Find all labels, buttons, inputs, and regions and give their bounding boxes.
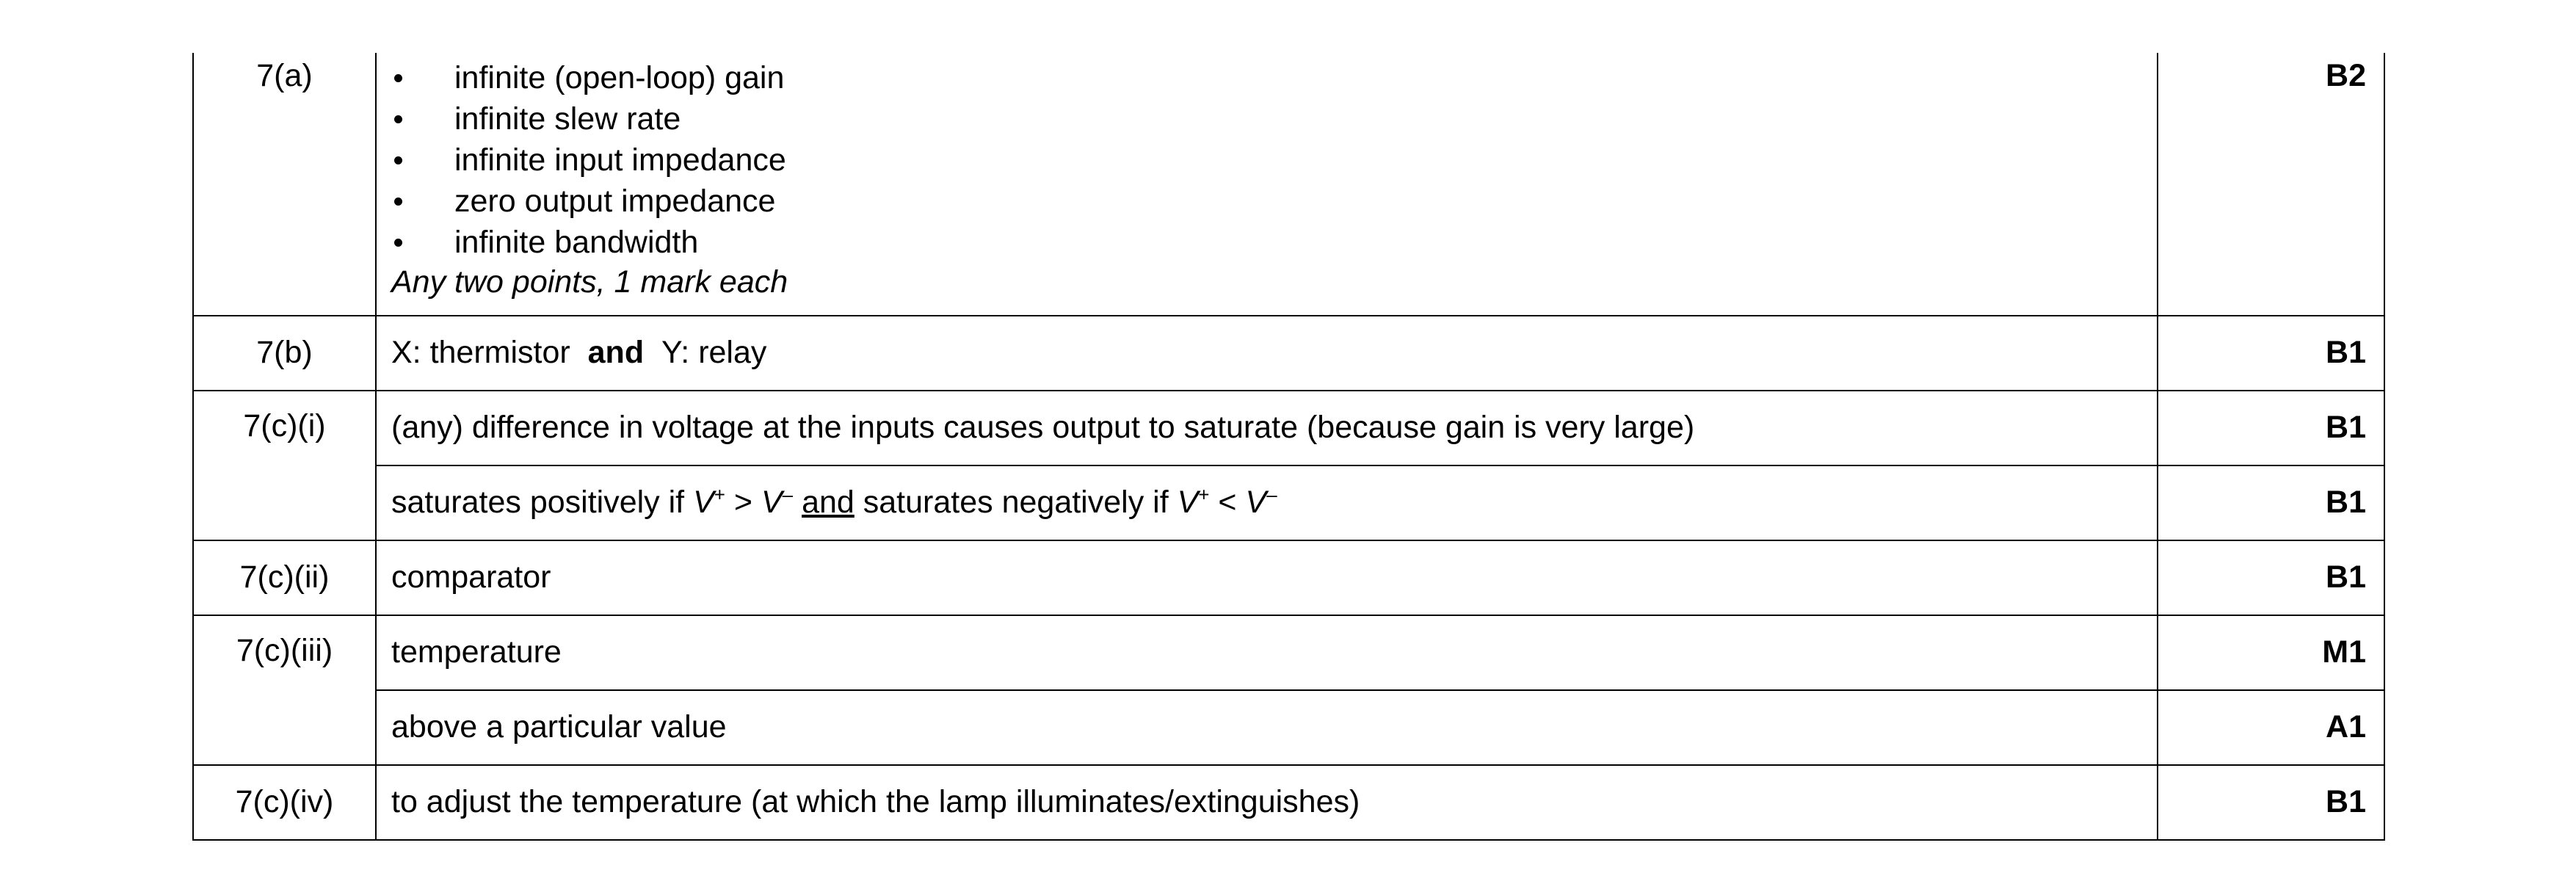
question-number: 7(c)(iii) bbox=[193, 615, 376, 765]
voltage-symbol: V bbox=[761, 485, 783, 521]
superscript: – bbox=[782, 483, 794, 506]
bullet-item: infinite (open-loop) gain bbox=[391, 57, 2142, 98]
answer-connector: and bbox=[587, 335, 645, 371]
operator: < bbox=[1209, 485, 1246, 521]
question-number: 7(a) bbox=[193, 53, 376, 316]
voltage-symbol: V bbox=[693, 485, 714, 521]
answer-cell: to adjust the temperature (at which the lamp illuminates/extinguishes) bbox=[376, 765, 2158, 840]
table-row-7ci-cont bbox=[193, 465, 2384, 540]
table-row-7a bbox=[193, 53, 2384, 316]
question-number: 7(b) bbox=[193, 316, 376, 391]
bullet-item: infinite bandwidth bbox=[391, 222, 2142, 263]
answer-connector: and bbox=[802, 485, 855, 521]
question-number: 7(c)(ii) bbox=[193, 540, 376, 615]
answer-text: saturates negatively if bbox=[854, 485, 1178, 521]
answer-cell: above a particular value bbox=[376, 690, 2158, 765]
answer-text: saturates positively if bbox=[391, 485, 694, 521]
bullet-list bbox=[391, 57, 2142, 263]
table-row-7ciii bbox=[193, 615, 2384, 690]
question-number: 7(c)(iv) bbox=[193, 765, 376, 840]
mark-value: B1 bbox=[2158, 391, 2384, 465]
operator: > bbox=[725, 485, 761, 521]
marking-note: Any two points, 1 mark each bbox=[391, 264, 788, 300]
bullet-item: infinite slew rate bbox=[391, 98, 2142, 139]
bullet-item: infinite input impedance bbox=[391, 139, 2142, 181]
answer-cell bbox=[376, 316, 2158, 391]
mark-value: B2 bbox=[2158, 53, 2384, 316]
mark-value: B1 bbox=[2158, 465, 2384, 540]
answer-cell: temperature bbox=[376, 615, 2158, 690]
table-row-7ci bbox=[193, 391, 2384, 465]
mark-value: A1 bbox=[2158, 690, 2384, 765]
spacer bbox=[793, 485, 802, 520]
voltage-symbol: V bbox=[1177, 485, 1199, 521]
question-number: 7(c)(i) bbox=[193, 391, 376, 540]
mark-scheme-table bbox=[192, 53, 2385, 841]
superscript: + bbox=[714, 483, 725, 506]
bullet-item: zero output impedance bbox=[391, 181, 2142, 222]
superscript: – bbox=[1266, 483, 1277, 506]
answer-part: X: thermistor bbox=[391, 335, 570, 371]
answer-part: Y: relay bbox=[661, 335, 767, 371]
answer-cell bbox=[376, 53, 2158, 316]
voltage-symbol: V bbox=[1245, 485, 1267, 521]
table-row-7b bbox=[193, 316, 2384, 391]
answer-cell: comparator bbox=[376, 540, 2158, 615]
mark-value: B1 bbox=[2158, 540, 2384, 615]
table-row-7civ bbox=[193, 765, 2384, 840]
mark-value: B1 bbox=[2158, 765, 2384, 840]
table-row-7ciii-cont bbox=[193, 690, 2384, 765]
table-row-7cii bbox=[193, 540, 2384, 615]
answer-cell bbox=[376, 465, 2158, 540]
mark-value: M1 bbox=[2158, 615, 2384, 690]
superscript: + bbox=[1198, 483, 1210, 506]
mark-value: B1 bbox=[2158, 316, 2384, 391]
answer-cell: (any) difference in voltage at the inputs causes output to saturate (because gain is very large) bbox=[376, 391, 2158, 465]
